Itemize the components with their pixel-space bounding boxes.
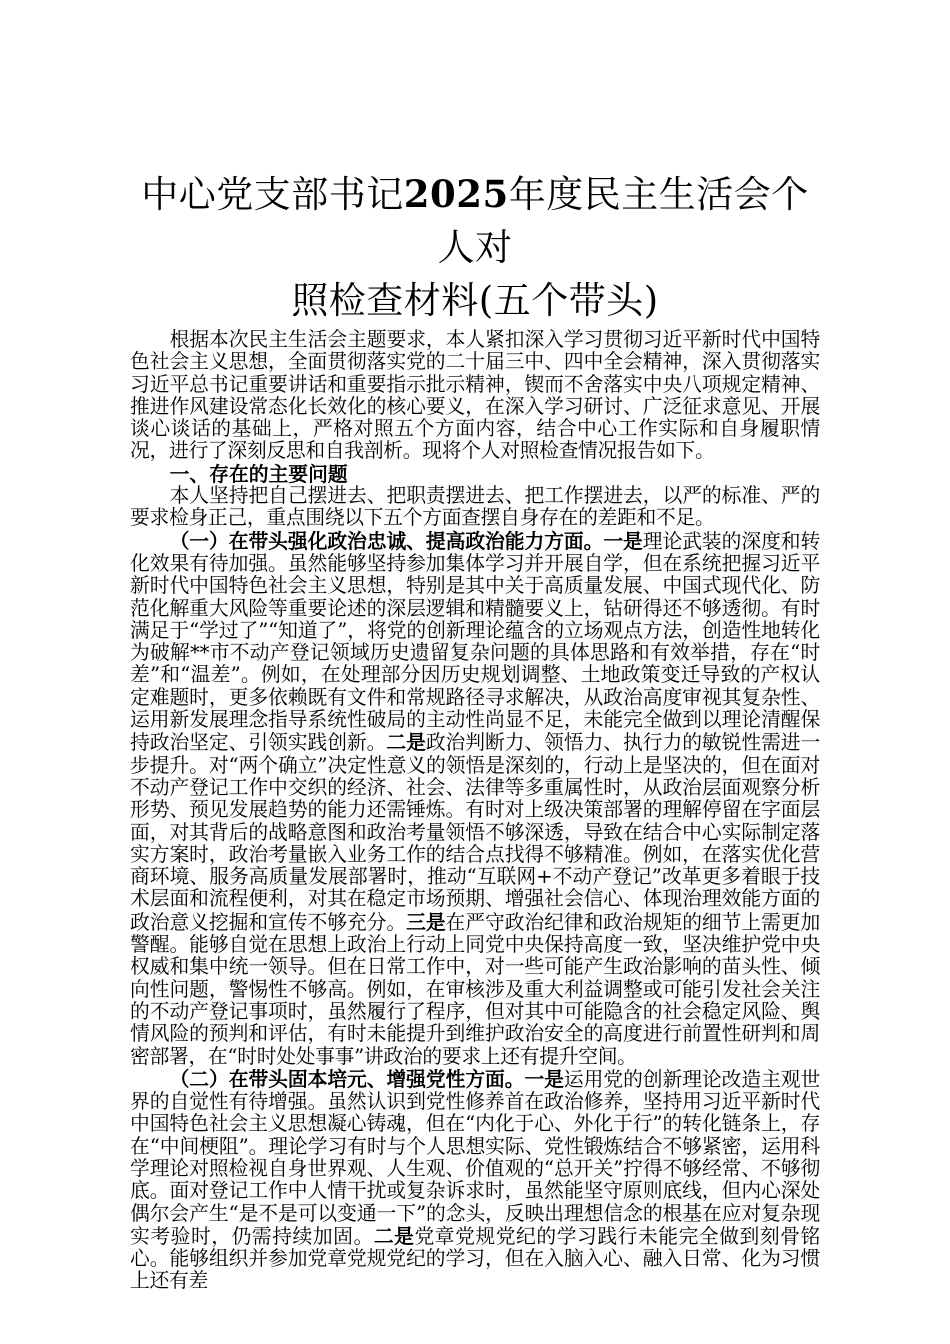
subsection1-text-2: 政治判断力、领悟力、执行力的敏锐性需进一步提升。对“两个确立”决定性意义的领悟是深刻的，行动上是坚决的，但在面对不动产登记工作中交织的经济、社会、法律等多重属性时，从政治层面观察分析形势、预见发展趋势的能力还需锤炼。有时对上级决策部署的理解停留在字面层面，对其背后的战略意图和政治考量领悟不够深透，导致在结合中心实际制定落实方案时，政治考量嵌入业务工作的结合点找得不够精准。例如，在落实优化营商环境、服务高质量发展部署时，推动“互联网+不动产登记”改革更多着眼于技术层面和流程便利，对其在稳定市场预期、增强社会信心、体现治理效能方面的政治意义挖掘和宣传不够充分。 xyxy=(130,731,820,934)
title-prefix: 中心党支部书记 xyxy=(141,173,404,216)
subsection2-marker-2: 二是 xyxy=(373,1223,415,1248)
subsection2-text-2: 党章党规党纪的学习践行未能完全做到刻骨铭心。能够组织并参加党章党规党纪的学习，但在入脑入心、融入日常、化为习惯上还有差 xyxy=(130,1224,820,1293)
subsection1-marker-2: 二是 xyxy=(386,730,426,755)
subsection1-text-3: 在严守政治纪律和政治规矩的细节上需更加警醒。能够自觉在思想上政治上行动上同党中央保持高度一致，坚决维护党中央权威和集中统一领导。但在日常工作中，对一些可能产生政治影响的苗头性、倾向性问题，警惕性不够高。例如，在审核涉及重大利益调整或可能引发社会关注的不动产登记事项时，虽然履行了程序，但对其中可能隐含的社会稳定风险、舆情风险的预判和评估，有时未能提升到维护政治安全的高度进行前置性研判和周密部署，在“时时处处事事”讲政治的要求上还有提升空间。 xyxy=(130,910,820,1068)
subsection2-paragraph xyxy=(130,1068,820,1293)
title-line2: 照检查材料(五个带头) xyxy=(291,279,659,322)
subsection2-heading: （二）在带头固本培元、增强党性方面。 xyxy=(169,1066,525,1091)
document-page xyxy=(130,168,820,1293)
subsection2-text-1: 运用党的创新理论改造主观世界的自觉性有待增强。虽然认识到党性修养首在政治修养，坚持用习近平新时代中国特色社会主义思想凝心铸魂，但在“内化于心、外化于行”的转化链条上，存在“中间梗阻”。理论学习有时与个人思想实际、党性锻炼结合不够紧密，运用科学理论对照检视自身世界观、人生观、价值观的“总开关”拧得不够经常、不够彻底。面对登记工作中人情干扰或复杂诉求时，虽然能坚守原则底线，但内心深处偶尔会产生“是不是可以变通一下”的念头，反映出理想信念的根基在应对复杂现实考验时，仍需持续加固。 xyxy=(130,1067,820,1248)
section1-heading: 一、存在的主要问题 xyxy=(169,461,348,486)
document-title xyxy=(130,168,820,327)
subsection1-marker-1: 一是 xyxy=(603,528,643,553)
title-line1-suffix: 年度民主生活会个人对 xyxy=(437,173,809,269)
subsection2-marker-1: 一是 xyxy=(524,1066,564,1091)
title-year: 2025 xyxy=(403,172,509,216)
intro-paragraph: 根据本次民主生活会主题要求，本人紧扣深入学习贯彻习近平新时代中国特色社会主义思想，全面贯彻落实党的二十届三中、四中全会精神，深入贯彻落实习近平总书记重要讲话和重要指示批示精神，锲而不舍落实中央八项规定精神、推进作风建设常态化长效化的核心要义，在深入学习研讨、广泛征求意见、开展谈心谈话的基础上，严格对照五个方面内容，结合中心工作实际和自身履职情况，进行了深刻反思和自我剖析。现将个人对照检查情况报告如下。 xyxy=(130,328,820,463)
subsection1-marker-3: 三是 xyxy=(406,909,446,934)
subsection1-heading: （一）在带头强化政治忠诚、提高政治能力方面。 xyxy=(169,528,604,553)
subsection1-paragraph xyxy=(130,530,820,1068)
subsection1-text-1: 理论武装的深度和转化效果有待加强。虽然能够坚持参加集体学习并开展自学，但在系统把握习近平新时代中国特色社会主义思想，特别是其中关于高质量发展、中国式现代化、防范化解重大风险等重要论述的深层逻辑和精髓要义上，钻研得还不够透彻。有时满足于“学过了”“知道了”，将党的创新理论蕴含的立场观点方法，创造性地转化为破解**市不动产登记领域历史遗留复杂问题的具体思路和有效举措，存在“时差”和“温差”。例如，在处理部分因历史规划调整、土地政策变迁导致的产权认定难题时，更多依赖既有文件和常规路径寻求解决，从政治高度审视其复杂性、运用新发展理念指导系统性破局的主动性尚显不足，未能完全做到以理论清醒保持政治坚定、引领实践创新。 xyxy=(130,529,820,755)
section1-intro-paragraph: 本人坚持把自己摆进去、把职责摆进去、把工作摆进去，以严的标准、严的要求检身正己，重点围绕以下五个方面查摆自身存在的差距和不足。 xyxy=(130,484,820,530)
